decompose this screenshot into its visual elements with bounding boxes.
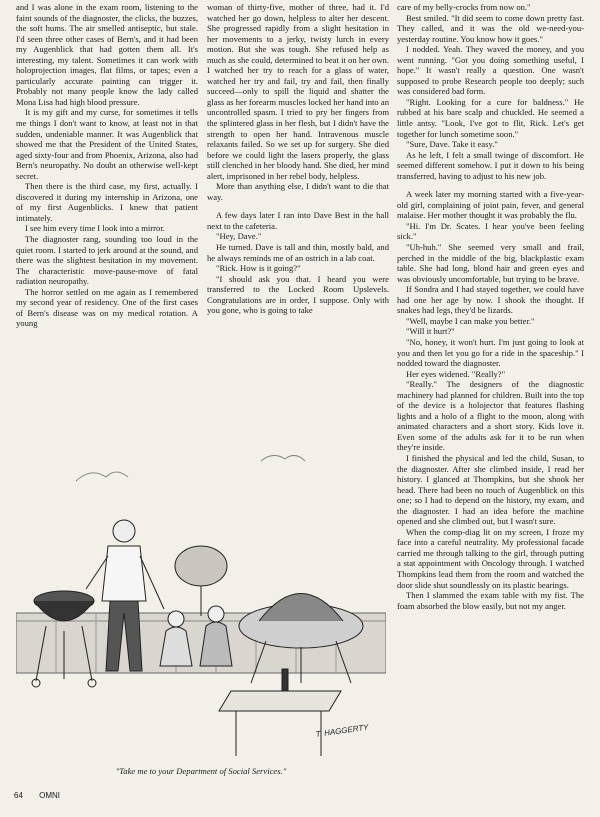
page-number: 64 [14,791,23,800]
cartoon-caption: "Take me to your Department of Social Services." [115,766,287,776]
paragraph: More than anything else, I didn't want to die that way. [207,181,389,202]
paragraph: "I should ask you that. I heard you were transferred to the Locked Room Upslevels. Congratulations are in order, I suppose. Only with you gone, who is going to take [207,273,389,316]
paragraph: Her eyes widened. "Really?" [406,368,506,379]
paragraph: Then I slammed the exam table with my fist. The foam absorbed the blow easily, but not my anger. [397,590,584,611]
paragraph: The horror settled on me again as I remembered my second year of residency. One of the first cases of Bern's disease was on my medical rotation. A young [16,286,198,329]
paragraph: "Hi. I'm Dr. Scates. I hear you've been feeling sick." [397,220,584,242]
paragraph: Best smiled. "It did seem to come down pretty fast. They called, and it was the old we-need-you-yesterday routine. You know how it goes." [397,12,584,44]
paragraph: The diagnoster rang, sounding too loud in the quiet room. I started to jerk around at the sound, and there was the slightest hesitation in my movement. The characteristic move-pause-move of fatal radiation neuropathy. [16,234,198,287]
paragraph: A week later my morning started with a five-year-old girl, complaining of joint pain, fever, and general malaise. Her mother thought it was probably the flu. [397,189,584,221]
paragraph: "Will it hurt?" [406,326,455,337]
paragraph: "Right. Looking for a cure for baldness." He rubbed at his bare scalp and chuckled. He seemed a little antsy. "Look, I've got to flit, Rick. Let's get together for lunch sometime soon." [397,96,584,139]
paragraph: "Uh-huh." She seemed very small and frail, perched in the middle of the big, blackplastic exam table. She had long, blond hair and green eyes and was obviously uncomfortable, but trying to be brave. [397,242,584,284]
paragraph: I see him every time I look into a mirror. [25,223,165,234]
magazine-name: OMNI [39,791,61,800]
paragraph: care of my belly-crocks from now on." [397,2,531,12]
column-2 [207,2,389,316]
column-3 [397,2,584,611]
page-footer [14,791,74,800]
column-1 [16,2,198,329]
paragraph: It is my gift and my curse, for sometimes it tells me things I don't want to know, at least not in that sudden, undeniable manner. It was Augenblick that showed me that the President of the United States, aged sixty-four and from Phoenix, Arizona, also had Bern's neuropathy. No doubt an otherwise well-kept secret. [16,107,198,181]
paragraph: "Hey, Dave." [216,231,262,242]
paragraph: "Rick. How is it going?" [216,263,301,274]
paragraph: He turned. Dave is tall and thin, mostly bald, and he always reminds me of an ostrich in a lab coat. [207,242,389,263]
paragraph: I finished the physical and led the child, Susan, to the diagnoster. After she climbed inside, I read her history. I glanced at Thompkins, but she shook her head. There had been no touch of Augenblick on this one; so I had to depend on the history, my exam, and the diagnoster. I had an idea before the machine opened and she climbed out, but I wasn't sure. [397,452,584,527]
paragraph: "Sure, Dave. Take it easy." [406,139,498,150]
paragraph: I nodded. Yeah. They waved the money, and you went running. "Got you doing something useful, I hope." It wasn't really a question. One wasn't supposed to probe Research people too deeply; such was considered bad form. [397,44,584,97]
paragraph: "No, honey, it won't hurt. I'm just going to look at you and then let you go for a ride in the spaceship." I nodded toward the diagnoster. [397,336,584,369]
paragraph: As he left, I felt a small twinge of discomfort. He seemed different somehow. I put it down to his being transferred, having to adjust to his new job. [397,149,584,181]
paragraph: "Really." The designers of the diagnostic machinery had planned for children. Built into the top of the device is a holojector that features flashing lights and a holo of a flight to the moon, along with animated characters and a short story. Kids love it. Even some of the adults ask for it to be run when they're inside. [397,379,584,453]
cartoonist-signature: T. HAGGERTY [315,722,370,739]
paragraph: "Well, maybe I can make you better." [406,315,535,326]
paragraph: A few days later I ran into Dave Best in the hall next to the cafeteria. [207,210,389,231]
paragraph: When the comp-diag lit on my screen, I froze my face into a careful neutrality. My professional facade carried me through talking to the girl, through putting a stat appointment with Oncology through. I watched Thompkins lead them from the room and watched the door slide shut soundlessly on its plastic bearings. [397,526,584,590]
cartoon-illustration [16,421,386,783]
paragraph: woman of thirty-five, mother of three, had it. I'd watched her go down, helpless to alter her descent. She progressed rapidly from a slight hesitation in her movements to a jerky, twisty lurch in every motion. But she was tough. She refused help as much as she could, determined to beat it on her own. I watched her try to reach for a glass of water, watched her try and fail, try and fail, then finally succeed—only to spill the liquid and shatter the glass as her forearm muscles locked her hand into an uncontrolled spasm. I tried to pry her fingers from the splintered glass in her flesh, but I didn't have the strength to open her hand. Intravenous muscle relaxants failed. So we set up for surgery. She died before we could light the lasers properly, the glass still clenched in her bloody hand. She died, her mind alert, imprisoned in her rebel body, helpless. [207,2,389,181]
paragraph: Then there is the third case, my first, actually. I discovered it during my internship in Arizona, one of my first Augenblicks. I knew that patient intimately. [16,181,198,223]
paragraph: and I was alone in the exam room, listening to the faint sounds of the diagnoster, the clicks, the buzzes, the soft hums. The air smelled antiseptic, but stale. I'd seen three other cases of Bern's, and it had been my Augenblick that had gotten them all. It's interesting, my talent. Sometimes it can work with holoprojection images, flat films, or tapes; even a particularly accurate painting can trigger it. Probably not many people know the lady called Mona Lisa had high blood pressure. [16,2,198,107]
paragraph: If Sondra and I had stayed together, we could have had one her age by now. I shook the thought. If snakes had legs, they'd be lizards. [397,284,584,316]
